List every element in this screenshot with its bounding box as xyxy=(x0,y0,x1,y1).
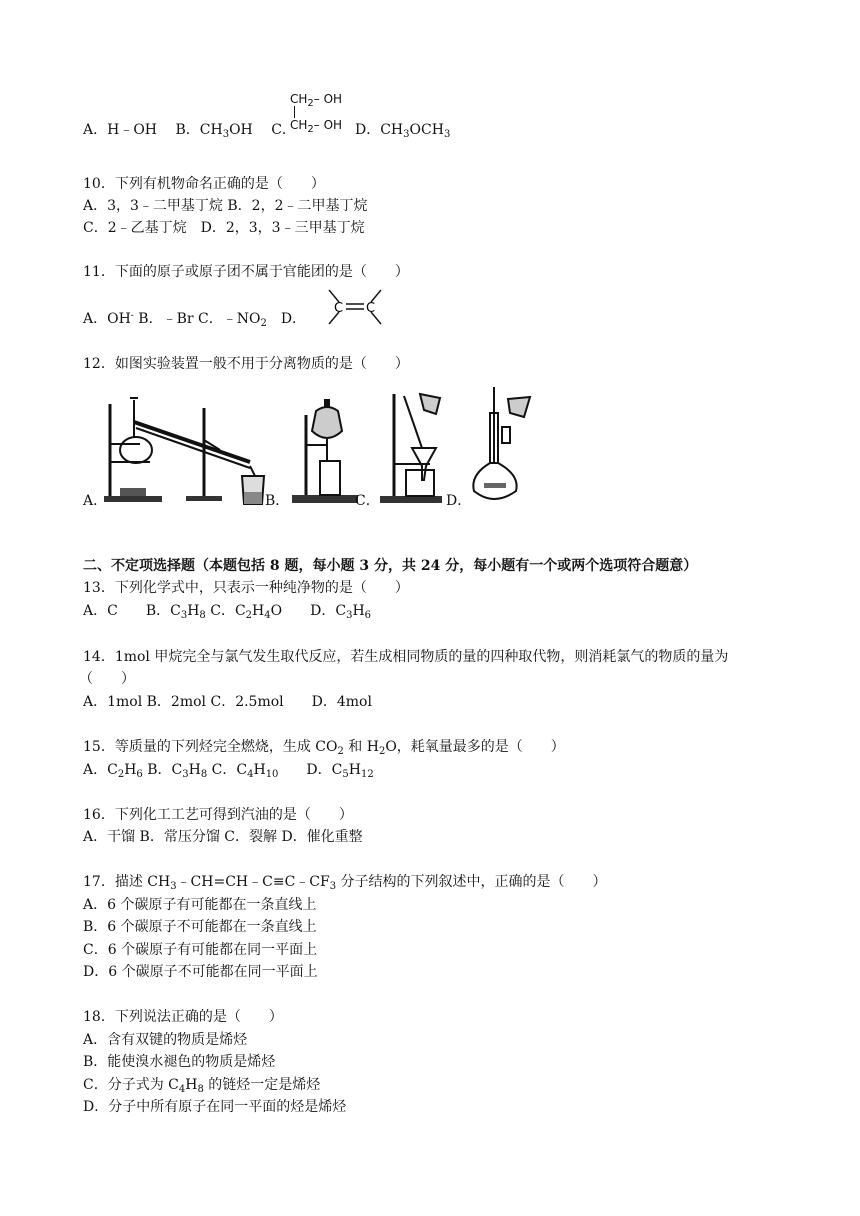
q11-options: A．OH- B．﹣Br C．$﹣NO_2$ D． xyxy=(83,311,307,329)
q9-option-c-label: C． xyxy=(271,122,296,138)
q13-stem: 13．下列化学式中，只表示一种纯净物的是（ ） xyxy=(83,580,409,596)
q15-stem: 15．等质量的下列烃完全燃烧，生成 $CO_2$ 和 $H_2O$，耗氧量最多的是（ ） xyxy=(83,739,565,757)
q9-structure-bottom: $CH_2-$ OH xyxy=(290,118,343,135)
section-2-title: 二、不定项选择题（本题包括 8 题，每小题 3 分，共 24 分，每小题有一个或两个选项符合题意） xyxy=(83,558,698,574)
q11-double-bond-structure xyxy=(325,286,385,328)
q18-option-a: A．含有双键的物质是烯烃 xyxy=(83,1032,248,1048)
q9-structure-top: $CH_2-$ OH xyxy=(290,92,343,109)
q18-option-c: C．分子式为 $C_4H_8$ 的链烃一定是烯烃 xyxy=(83,1077,321,1095)
q18-option-d: D．分子中所有原子在同一平面的烃是烯烃 xyxy=(83,1099,347,1115)
q9-options xyxy=(83,121,296,139)
q10-options-line2: C．2﹣乙基丁烷 D．2，3，3﹣三甲基丁烷 xyxy=(83,220,365,236)
q17-option-c: C．6 个碳原子有可能都在同一平面上 xyxy=(83,942,318,958)
q12-stem: 12．如图实验装置一般不用于分离物质的是（ ） xyxy=(83,356,409,372)
q9-ethylene-glycol-structure xyxy=(290,92,343,135)
q11-stem: 11．下面的原子或原子团不属于官能团的是（ ） xyxy=(83,264,409,280)
volumetric-flask-figure xyxy=(468,383,538,507)
q13-options: A．C B．$C_3H_8$ C．$C_2H_4O$ D．$C_3H_6$ xyxy=(83,603,372,621)
q12-label-c: C． xyxy=(355,493,380,509)
q9-option-d: D．$CH_3OCH_3$ xyxy=(355,122,451,140)
q10-options-line1: A．3，3﹣二甲基丁烷 B．2，2﹣二甲基丁烷 xyxy=(83,198,368,214)
q16-stem: 16．下列化工工艺可得到汽油的是（ ） xyxy=(83,807,353,823)
filtration-apparatus-figure xyxy=(378,388,448,506)
svg-text:C: C xyxy=(334,301,344,316)
q17-option-b: B．6 个碳原子不可能都在一条直线上 xyxy=(83,919,317,935)
q9-option-b: B．$CH_3OH$ xyxy=(175,122,253,140)
q16-options: A．干馏 B．常压分馏 C．裂解 D．催化重整 xyxy=(83,829,363,845)
svg-text:C: C xyxy=(366,301,376,316)
q17-option-a: A．6 个碳原子有可能都在一条直线上 xyxy=(83,897,317,913)
q17-option-d: D．6 个碳原子不可能都在同一平面上 xyxy=(83,964,318,980)
q12-label-d: D． xyxy=(446,493,472,509)
q14-stem: 14．1mol 甲烷完全与氯气发生取代反应，若生成相同物质的量的四种取代物，则消耗氯气的物质的量为 xyxy=(83,649,729,665)
q18-stem: 18．下列说法正确的是（ ） xyxy=(83,1009,283,1025)
q12-label-b: B． xyxy=(265,493,290,509)
q12-label-a: A． xyxy=(83,493,108,509)
distillation-apparatus-figure xyxy=(100,392,268,507)
q15-options: A．$C_2H_6$ B．$C_3H_8$ C．$C_4H_{10}$ D．$C_5H_{12}$ xyxy=(83,762,374,780)
q9-option-a: A．H﹣OH xyxy=(83,122,158,138)
separatory-funnel-figure xyxy=(290,395,360,507)
q18-option-b: B．能使溴水褪色的物质是烯烃 xyxy=(83,1054,276,1070)
q14-options: A．1mol B．2mol C．2.5mol D．4mol xyxy=(83,694,372,710)
q9-structure-bond xyxy=(294,106,295,118)
q17-stem: 17．描述 $CH_3﹣CH=CH﹣C\equiv C﹣CF_3$ 分子结构的下列叙述中，正确的是（ ） xyxy=(83,874,607,892)
q14-stem-cont: （ ） xyxy=(79,671,135,687)
q10-stem: 10．下列有机物命名正确的是（ ） xyxy=(83,176,325,192)
